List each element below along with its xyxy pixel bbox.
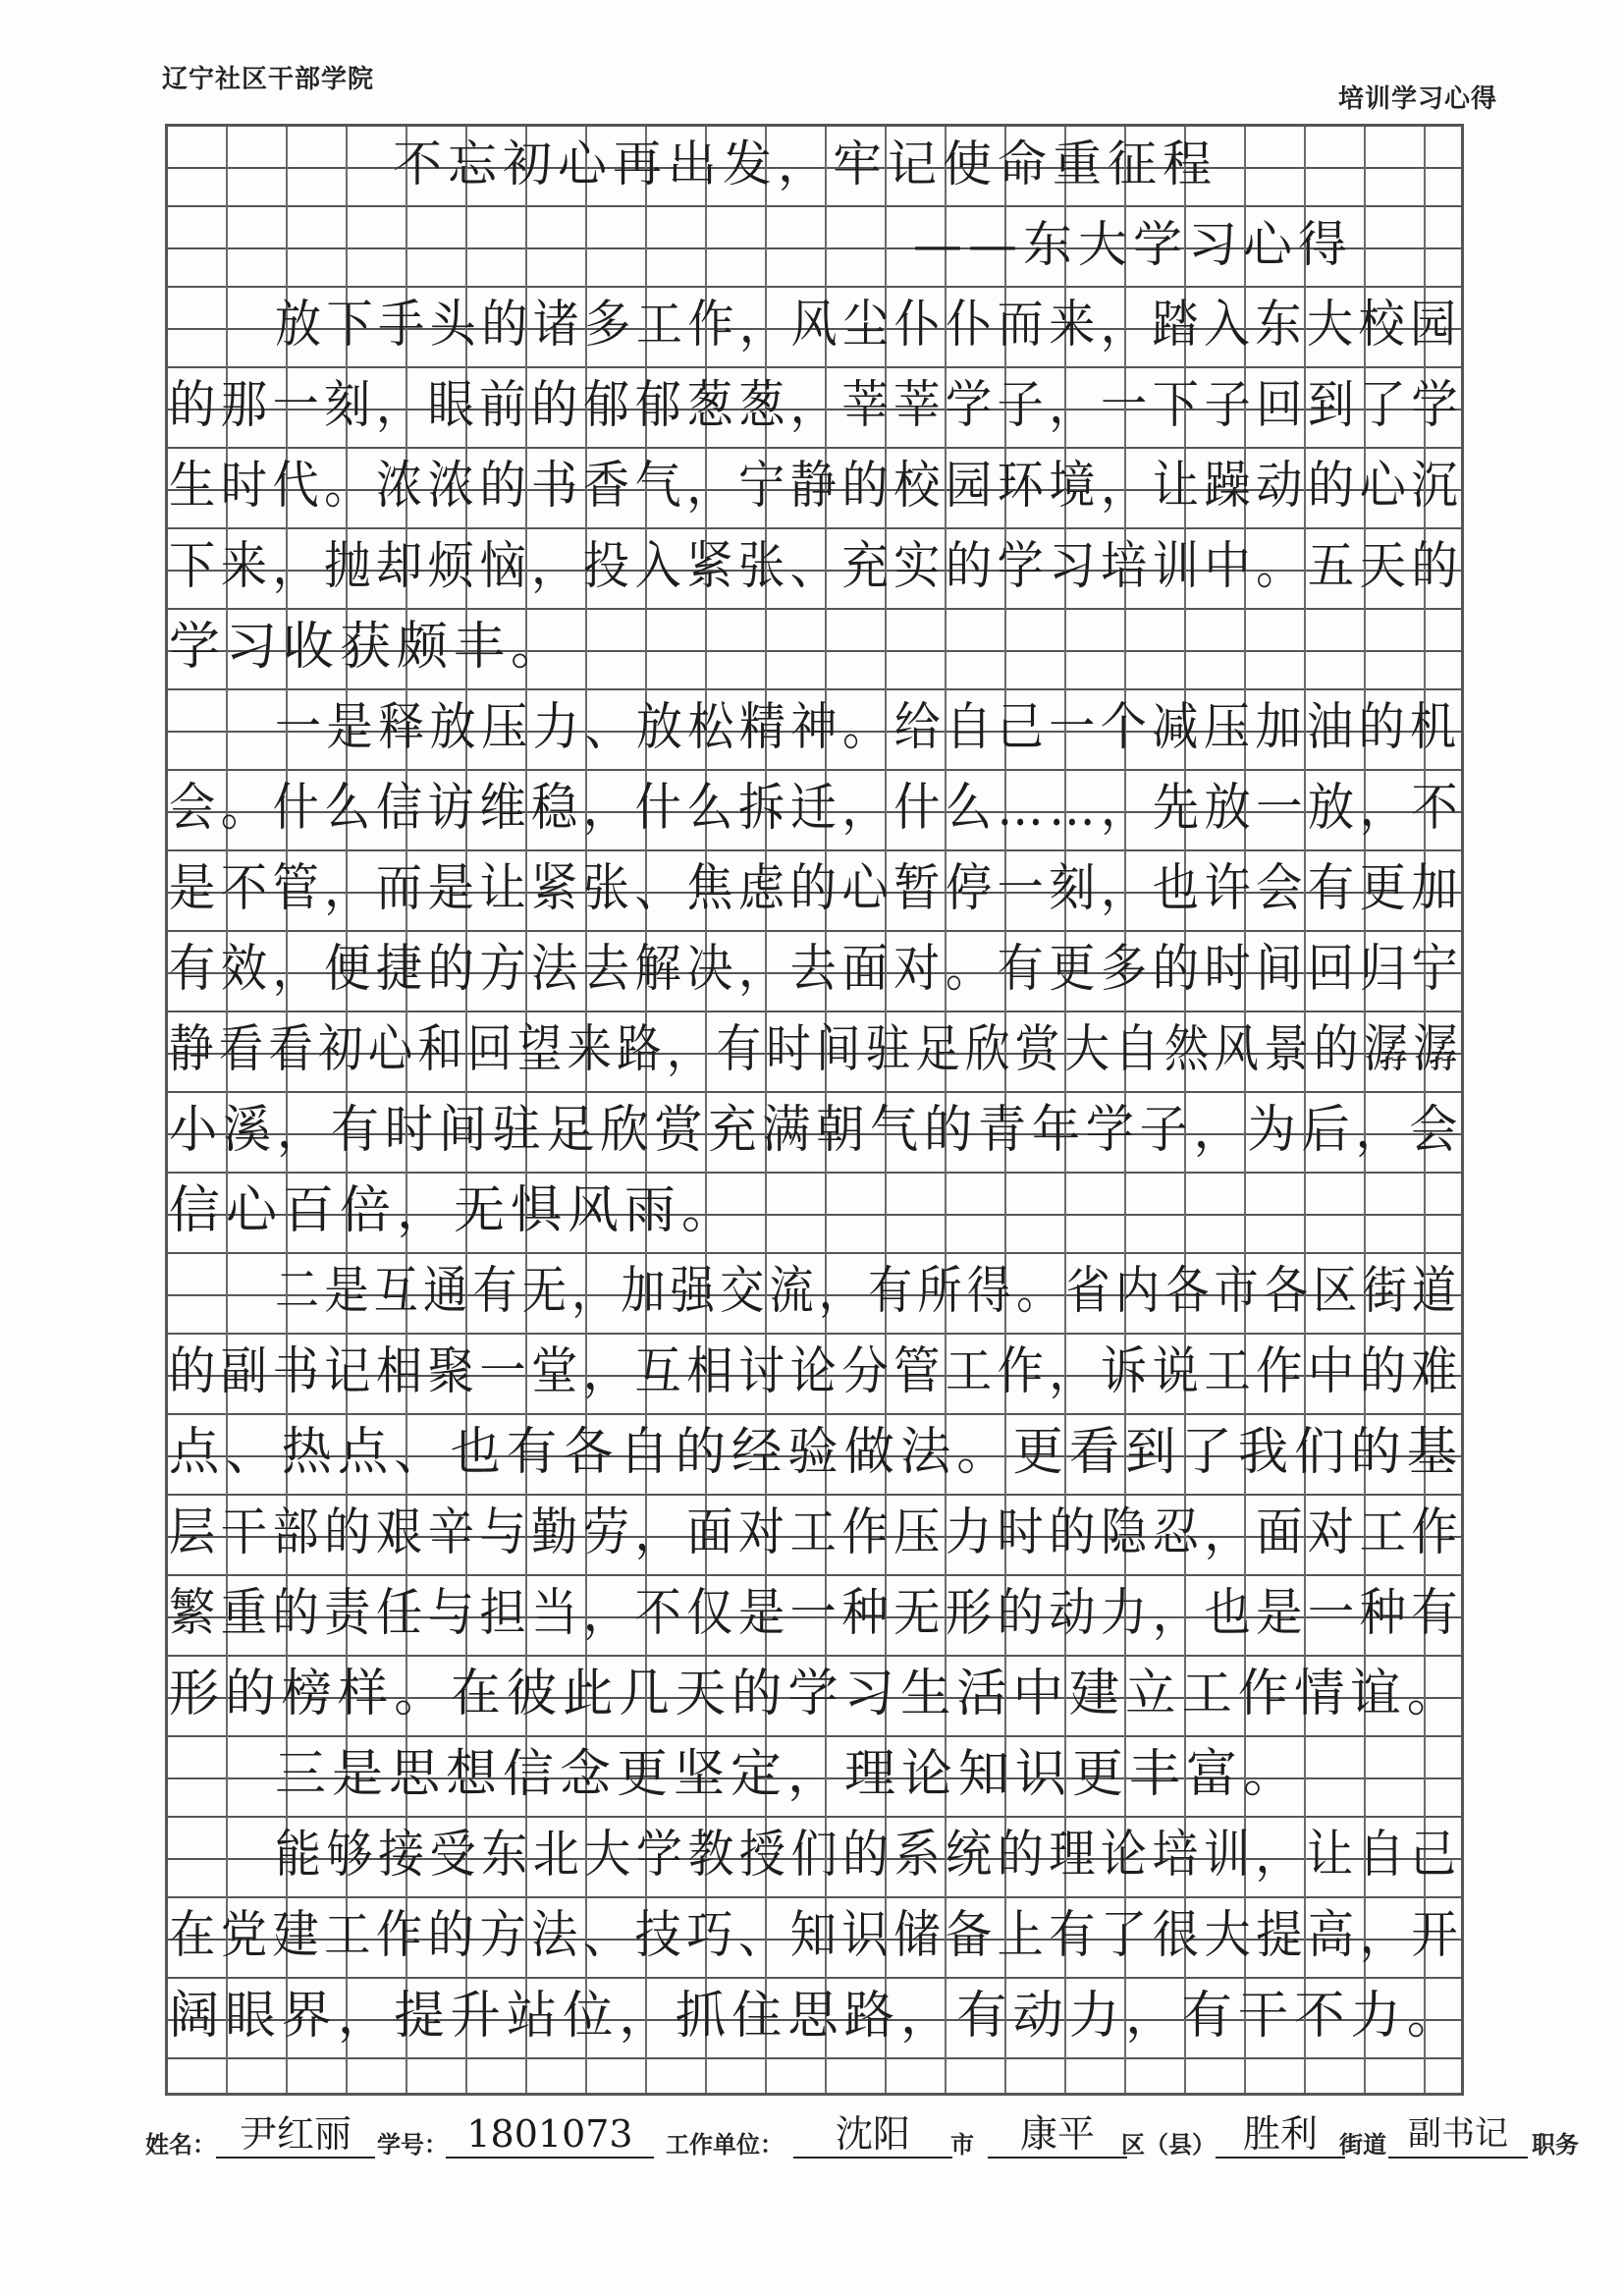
essay-line: 的副书记相聚一堂，互相讨论分管工作，诉说工作中的难 bbox=[169, 1342, 1464, 1401]
institution-name: 辽宁社区干部学院 bbox=[162, 65, 375, 94]
name-label: 姓名： bbox=[145, 2131, 216, 2159]
essay-line: 能够接受东北大学教授们的系统的理论培训，让自己 bbox=[275, 1826, 1462, 1885]
position-field: 副书记 bbox=[1388, 2111, 1528, 2159]
essay-line: 层干部的艰辛与勤劳，面对工作压力时的隐忍，面对工作 bbox=[169, 1503, 1464, 1562]
name-field: 尹红丽 bbox=[216, 2111, 375, 2159]
essay-line: 的那一刻，眼前的郁郁葱葱，莘莘学子，一下子回到了学 bbox=[169, 376, 1464, 435]
street-label: 街道 bbox=[1339, 2131, 1386, 2159]
essay-line: 会。什么信访维稳，什么拆迁，什么……，先放一放，不 bbox=[169, 779, 1464, 838]
essay-line: 有效，便捷的方法去解决，去面对。有更多的时间回归宁 bbox=[169, 940, 1464, 999]
work-unit-label: 工作单位： bbox=[666, 2131, 784, 2159]
city-field: 沈阳 bbox=[793, 2111, 952, 2159]
essay-line: 繁重的责任与担当，不仅是一种无形的动力，也是一种有 bbox=[169, 1584, 1464, 1643]
essay-line: 形的榜样。在彼此几天的学习生活中建立工作情谊。 bbox=[169, 1665, 1463, 1723]
essay-line: 三是思想信念更坚定，理论知识更丰富。 bbox=[275, 1745, 1301, 1804]
essay-line: 二是互通有无，加强交流，有所得。省内各市各区街道 bbox=[275, 1262, 1462, 1321]
essay-line: 信心百倍，无惧风雨。 bbox=[169, 1181, 739, 1240]
essay-subtitle: ——东大学习心得 bbox=[913, 216, 1353, 273]
essay-line: 在党建工作的方法、技巧、知识储备上有了很大提高，开 bbox=[169, 1906, 1464, 1965]
position-label: 职务 bbox=[1532, 2131, 1579, 2159]
essay-line: 学习收获颇丰。 bbox=[169, 618, 568, 677]
essay-line: 一是释放压力、放松精神。给自己一个减压加油的机 bbox=[275, 698, 1462, 757]
essay-line: 小溪，有时间驻足欣赏充满朝气的青年学子，为后，会 bbox=[169, 1101, 1464, 1160]
district-label: 区（县） bbox=[1121, 2131, 1216, 2159]
street-field: 胜利 bbox=[1216, 2111, 1345, 2159]
essay-line: 静看看初心和回望来路，有时间驻足欣赏大自然风景的潺潺 bbox=[169, 1020, 1463, 1079]
essay-line: 点、热点、也有各自的经验做法。更看到了我们的基 bbox=[169, 1423, 1463, 1482]
essay-line: 放下手头的诸多工作，风尘仆仆而来，踏入东大校园 bbox=[275, 296, 1462, 355]
essay-line: 是不管，而是让紧张、焦虑的心暂停一刻，也许会有更加 bbox=[169, 859, 1464, 918]
student-id-label: 学号： bbox=[377, 2131, 448, 2159]
student-id-field: 1801073 bbox=[446, 2111, 654, 2159]
essay-line: 生时代。浓浓的书香气，宁静的校园环境，让躁动的心沉 bbox=[169, 457, 1464, 516]
essay-title: 不忘初心再出发，牢记使命重征程 bbox=[393, 136, 1217, 192]
essay-line: 下来，抛却烦恼，投入紧张、充实的学习培训中。五天的 bbox=[169, 537, 1464, 596]
document-type: 培训学习心得 bbox=[1337, 84, 1497, 114]
city-label: 市 bbox=[950, 2131, 974, 2159]
essay-line: 阔眼界，提升站位，抓住思路，有动力，有干不力。 bbox=[169, 1987, 1463, 2046]
district-field: 康平 bbox=[988, 2111, 1127, 2159]
student-info-footer bbox=[145, 2111, 1508, 2160]
